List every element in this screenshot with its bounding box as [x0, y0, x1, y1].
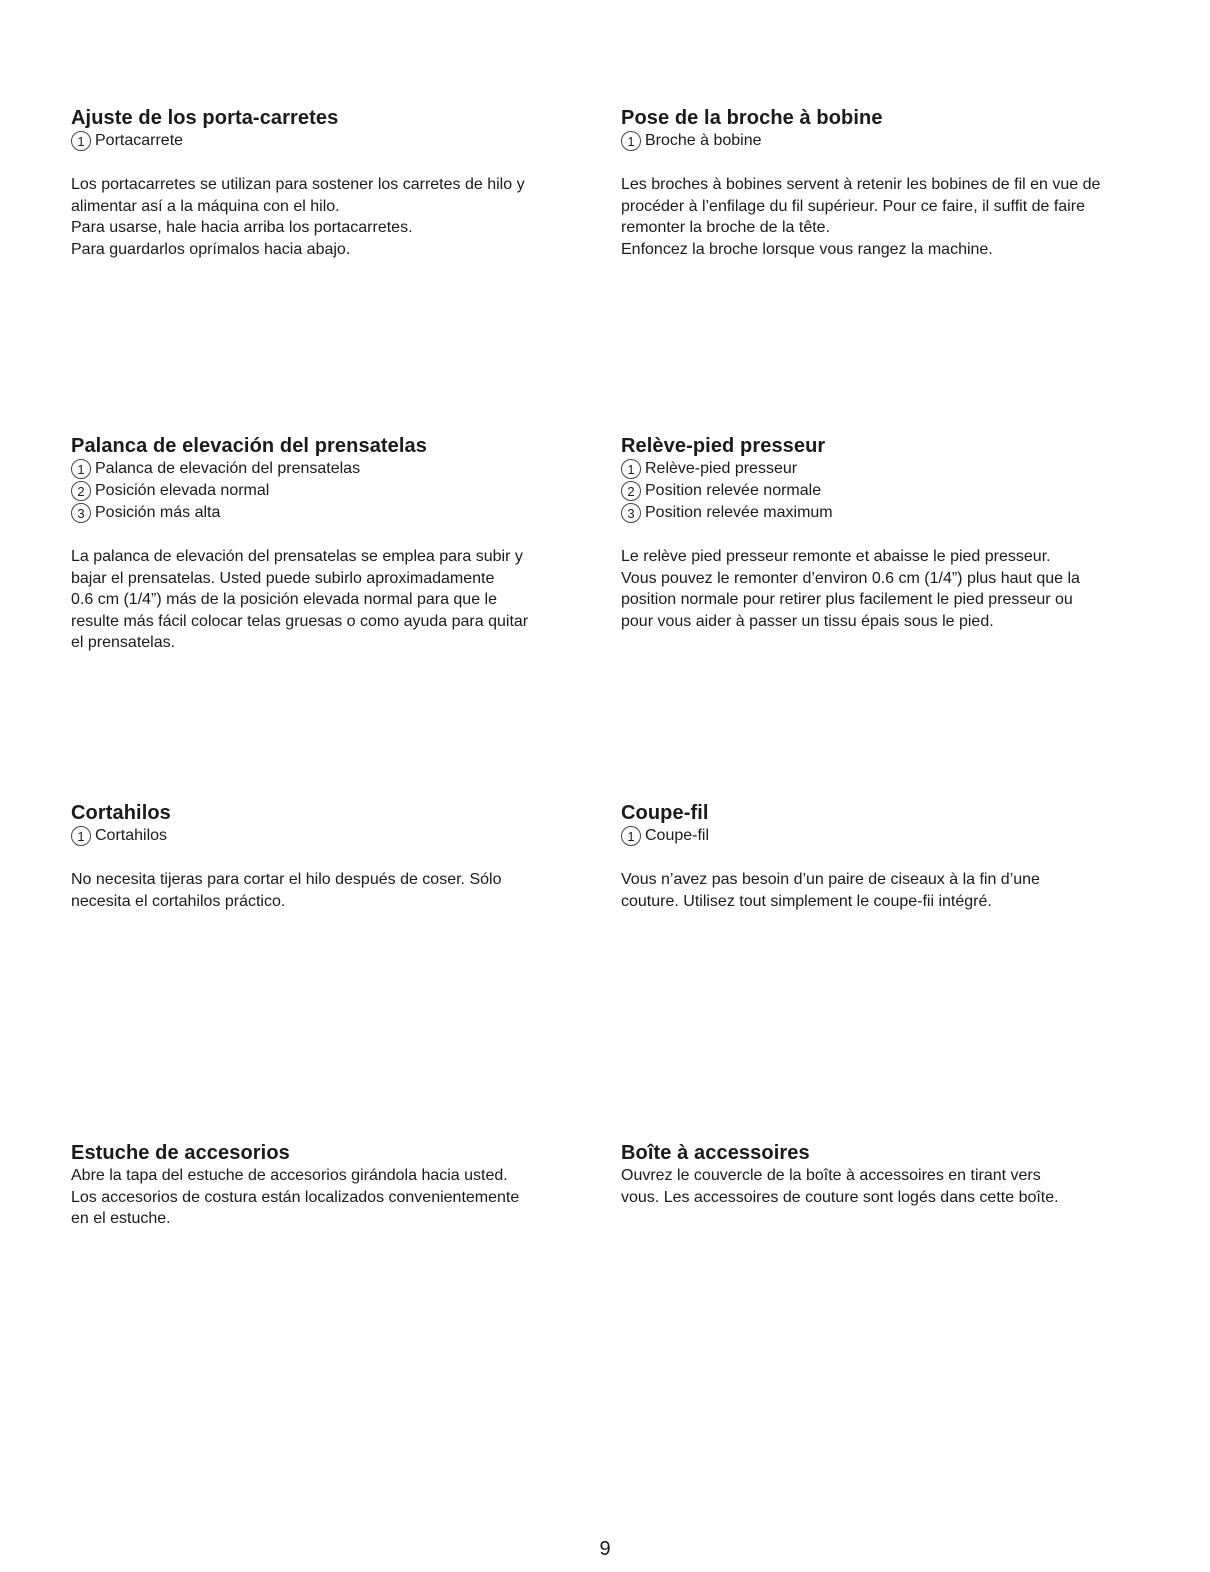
part-item: [621, 825, 1151, 847]
part-item: [621, 130, 1151, 152]
body-line: el prensatelas.: [71, 634, 176, 651]
body-line: Abre la tapa del estuche de accesorios girándola hacia usted.: [71, 1167, 508, 1184]
body-line: resulte más fácil colocar telas gruesas o como ayuda para quitar: [71, 612, 529, 630]
section-prensatelas-es: [71, 434, 601, 654]
section-porta-carretes-es: [71, 106, 601, 260]
parts-list: [71, 825, 601, 847]
page-number: 9: [599, 1538, 611, 1560]
section-coupe-fil-fr: [621, 801, 1151, 912]
parts-list: [621, 130, 1151, 152]
part-label: Relève-pied presseur: [645, 460, 798, 477]
part-label: Broche à bobine: [645, 132, 762, 149]
part-item: [621, 458, 1151, 480]
body-line: couture. Utilisez tout simplement le coupe-fii intégré.: [621, 892, 992, 910]
part-number-badge: 2: [621, 481, 641, 501]
part-item: [71, 502, 601, 524]
part-number-badge: 1: [71, 826, 91, 846]
parts-list: [621, 458, 1151, 524]
section-heading: Pose de la broche à bobine: [621, 107, 883, 129]
part-item: [71, 480, 601, 502]
body-line: Les broches à bobines servent à retenir les bobines de fil en vue de: [621, 176, 1101, 193]
body-line: Para guardarlos oprímalos hacia abajo.: [71, 240, 351, 258]
part-number-badge: 2: [71, 481, 91, 501]
body-line: Los accesorios de costura están localizados convenientemente: [71, 1188, 520, 1206]
body-line: bajar el prensatelas. Usted puede subirlo aproximadamente: [71, 569, 495, 587]
parts-list: [71, 130, 601, 152]
section-heading: Palanca de elevación del prensatelas: [71, 435, 428, 457]
body-line: Vous n’avez pas besoin d’un paire de ciseaux à la fin d’une: [621, 871, 1040, 888]
part-number-badge: 1: [621, 826, 641, 846]
section-body: [71, 869, 601, 912]
parts-list: [621, 825, 1151, 847]
section-heading: Coupe-fil: [621, 802, 709, 824]
body-line: position normale pour retirer plus facilement le pied presseur ou: [621, 591, 1073, 608]
body-line: La palanca de elevación del prensatelas se emplea para subir y: [71, 548, 523, 565]
body-line: No necesita tijeras para cortar el hilo después de coser. Sólo: [71, 871, 502, 888]
body-line: remonter la broche de la tête.: [621, 219, 831, 236]
part-label: Cortahilos: [95, 827, 168, 844]
section-body: [621, 546, 1151, 632]
body-line: Los portacarretes se utilizan para sostener los carretes de hilo y: [71, 176, 525, 193]
part-item: [71, 825, 601, 847]
section-heading: Ajuste de los porta-carretes: [71, 107, 339, 129]
part-label: Coupe-fil: [645, 827, 710, 844]
body-line: alimentar así a la máquina con el hilo.: [71, 197, 340, 215]
section-estuche-es: [71, 1141, 601, 1230]
part-number-badge: 1: [71, 131, 91, 151]
part-label: Palanca de elevación del prensatelas: [95, 460, 361, 477]
section-body: [71, 546, 601, 654]
part-item: [71, 458, 601, 480]
part-item: [621, 480, 1151, 502]
section-body: [621, 174, 1151, 260]
part-label: Posición más alta: [95, 504, 221, 521]
body-line: en el estuche.: [71, 1210, 171, 1227]
section-heading: Cortahilos: [71, 802, 171, 824]
body-line: Le relève pied presseur remonte et abaisse le pied presseur.: [621, 548, 1051, 565]
part-label: Portacarrete: [95, 132, 184, 149]
part-label: Position relevée maximum: [645, 504, 833, 521]
body-line: Vous pouvez le remonter d’environ 0.6 cm (1/4”) plus haut que la: [621, 569, 1080, 587]
section-heading: Boîte à accessoires: [621, 1142, 810, 1164]
section-heading: Relève-pied presseur: [621, 435, 826, 457]
part-number-badge: 1: [621, 131, 641, 151]
body-line: procéder à l’enfilage du fil supérieur. Pour ce faire, il suffit de faire: [621, 197, 1085, 215]
section-releve-pied-fr: [621, 434, 1151, 632]
body-line: necesita el cortahilos práctico.: [71, 892, 286, 910]
section-heading: Estuche de accesorios: [71, 1142, 290, 1164]
body-line: 0.6 cm (1/4”) más de la posición elevada normal para que le: [71, 591, 497, 608]
section-body: [71, 1165, 601, 1230]
body-line: Enfoncez la broche lorsque vous rangez la machine.: [621, 240, 993, 258]
body-line: pour vous aider à passer un tissu épais sous le pied.: [621, 612, 994, 630]
section-body: [71, 174, 601, 260]
section-body: [621, 1165, 1151, 1208]
part-label: Position relevée normale: [645, 482, 822, 499]
body-line: Para usarse, hale hacia arriba los portacarretes.: [71, 219, 413, 236]
part-number-badge: 1: [621, 459, 641, 479]
section-broche-bobine-fr: [621, 106, 1151, 260]
part-number-badge: 1: [71, 459, 91, 479]
parts-list: [71, 458, 601, 524]
part-label: Posición elevada normal: [95, 482, 270, 499]
section-cortahilos-es: [71, 801, 601, 912]
part-item: [621, 502, 1151, 524]
section-boite-fr: [621, 1141, 1151, 1208]
part-item: [71, 130, 601, 152]
part-number-badge: 3: [621, 503, 641, 523]
body-line: Ouvrez le couvercle de la boîte à accessoires en tirant vers: [621, 1167, 1041, 1184]
section-body: [621, 869, 1151, 912]
part-number-badge: 3: [71, 503, 91, 523]
body-line: vous. Les accessoires de couture sont logés dans cette boîte.: [621, 1188, 1059, 1206]
